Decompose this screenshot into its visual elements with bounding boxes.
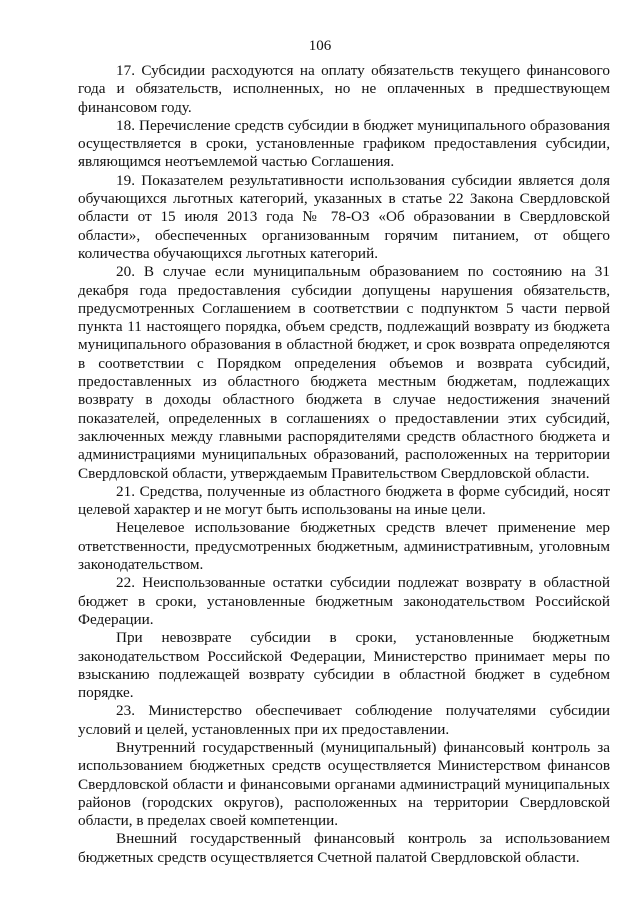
page-number: 106 — [308, 38, 332, 54]
paragraph-18: 18. Перечисление средств субсидии в бюджет муниципального образования осуществляется в сроки, установленные графиком предоставления субсидии, являющимся неотъемлемой частью Соглашения. — [78, 116, 610, 171]
paragraph-23-external-control: Внешний государственный финансовый контроль за использованием бюджетных средств осуществляется Счетной палатой Свердловской области. — [78, 830, 610, 866]
paragraph-23: 23. Министерство обеспечивает соблюдение получателями субсидии условий и целей, установленных при их предоставлении. — [78, 702, 610, 738]
paragraph-21-misuse: Нецелевое использование бюджетных средств влечет применение мер ответственности, предусмотренных бюджетным, административным, уголовным законодательством. — [78, 519, 610, 574]
paragraph-23-internal-control: Внутренний государственный (муниципальный) финансовый контроль за использованием бюджетных средств осуществляется Министерством финансов Свердловской области и финансовыми органами администраций муниципальных районов (городских округов), расположенных на территории Свердловской области, в пределах своей компетенции. — [78, 738, 610, 830]
paragraph-21: 21. Средства, полученные из областного бюджета в форме субсидий, носят целевой характер и не могут быть использованы на иные цели. — [78, 482, 610, 519]
paragraph-20: 20. В случае если муниципальным образованием по состоянию на 31 декабря года предоставления субсидии допущены нарушения обязательств, предусмотренных Соглашением в соответствии с подпунктом 5 части первой пункта 11 настоящего порядка, объем средств, подлежащий возврату из бюджета муниципального образования в областной бюджет, и срок возврата определяются в соответствии с Порядком определения объемов и возврата субсидий, предоставленных из областного бюджета местным бюджетам, подлежащих возврату в доходы областного бюджета в случае недостижения значений показателей, определенных в соглашениях о предоставлении этих субсидий, заключенных между главными распорядителями средств областного бюджета и администрациями муниципальных образований, расположенных на территории Свердловской области, утверждаемым Правительством Свердловской области. — [78, 263, 610, 482]
paragraph-17: 17. Субсидии расходуются на оплату обязательств текущего финансового года и обязательств, исполненных, но не оплаченных в предшествующем финансовом году. — [78, 62, 610, 116]
document-body — [78, 62, 610, 867]
paragraph-22-nonreturn: При невозврате субсидии в сроки, установленные бюджетным законодательством Российской Федерации, Министерство принимает меры по взысканию подлежащей возврату субсидии в областной бюджет в судебном порядке. — [78, 629, 610, 702]
paragraph-19: 19. Показателем результативности использования субсидии является доля обучающихся льготных категорий, указанных в статье 22 Закона Свердловской области от 15 июля 2013 года № 78-ОЗ «Об образовании в Свердловской области», обеспеченных организованным горячим питанием, от общего количества обучающихся льготных категорий. — [78, 171, 610, 262]
paragraph-22: 22. Неиспользованные остатки субсидии подлежат возврату в областной бюджет в сроки, установленные бюджетным законодательством Российской Федерации. — [78, 574, 610, 628]
